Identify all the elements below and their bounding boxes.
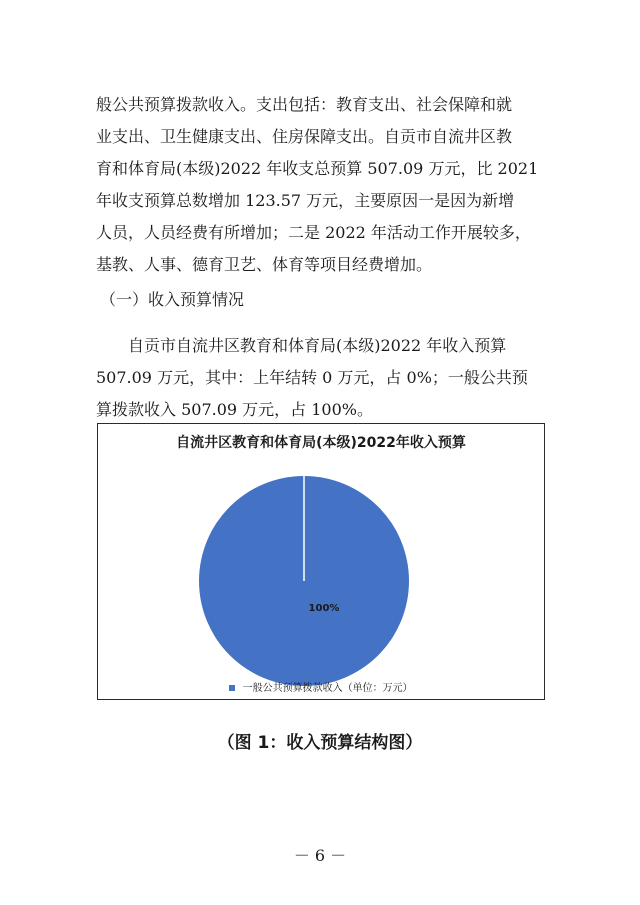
paragraph-line: 育和体育局(本级)2022 年收支总预算 507.09 万元，比 2021: [96, 159, 539, 178]
figure-caption: （图 1：收入预算结构图）: [217, 733, 423, 753]
legend-swatch: [229, 685, 235, 691]
paragraph-line: 自贡市自流井区教育和体育局(本级)2022 年收入预算: [128, 336, 507, 355]
paragraph-line: 业支出、卫生健康支出、住房保障支出。自贡市自流井区教: [96, 127, 513, 146]
pie-chart-svg: [98, 424, 544, 699]
chart-title: 自流井区教育和体育局(本级)2022年收入预算: [176, 435, 466, 451]
paragraph-line: 人员，人员经费有所增加；二是 2022 年活动工作开展较多，: [96, 223, 531, 242]
legend-label: 一般公共预算拨款收入（单位：万元）: [242, 683, 413, 694]
pie-chart: [97, 423, 545, 700]
page-number: － 6 －: [293, 846, 347, 865]
paragraph-line: 基教、人事、德育卫艺、体育等项目经费增加。: [96, 255, 433, 274]
section-heading: （一）收入预算情况: [100, 290, 245, 309]
paragraph-line: 年收支预算总数增加 123.57 万元，主要原因一是因为新增: [96, 191, 515, 210]
pie-slices: [199, 476, 409, 686]
chart-legend: [98, 679, 544, 694]
slice-percent-label: 100%: [308, 603, 340, 614]
paragraph-line: 般公共预算拨款收入。支出包括：教育支出、社会保障和就: [96, 95, 513, 114]
paragraph-line: 算拨款收入 507.09 万元，占 100%。: [96, 400, 373, 419]
paragraph-line: 507.09 万元，其中：上年结转 0 万元，占 0%；一般公共预: [96, 368, 528, 387]
